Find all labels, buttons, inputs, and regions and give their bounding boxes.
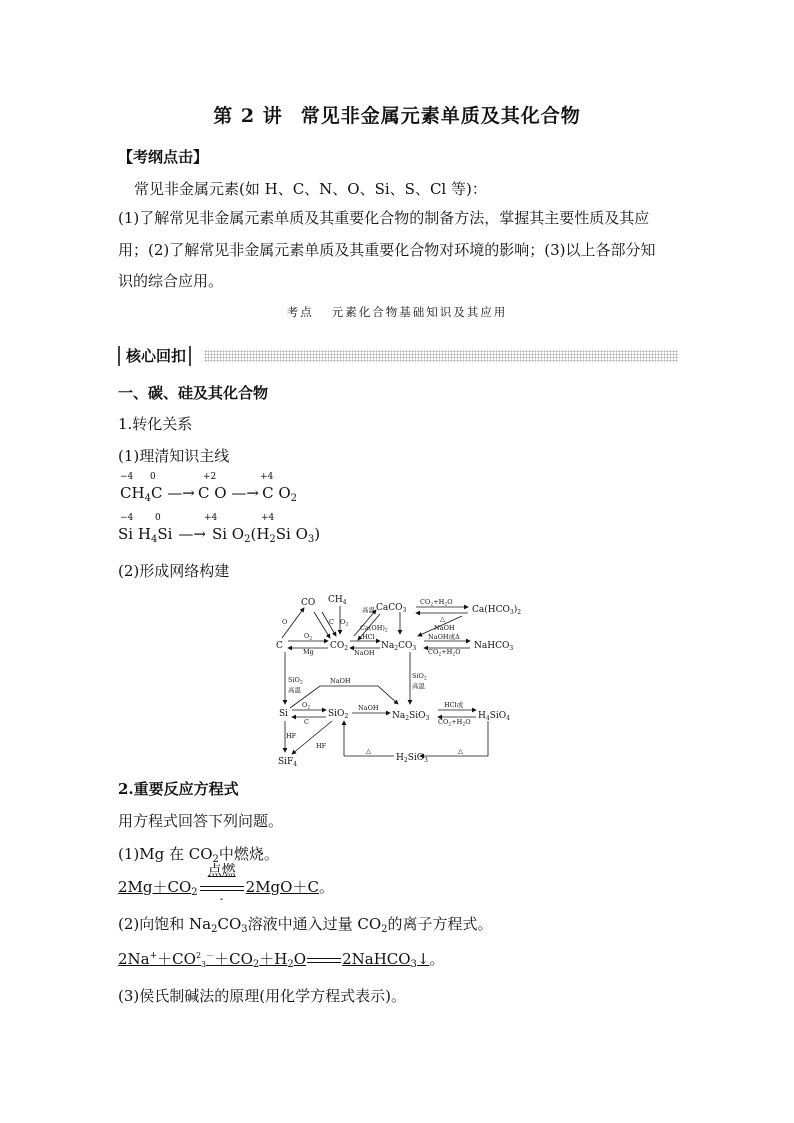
hexin-label: 核心回扣 [118,346,191,366]
ox-h2sio3: +4 [261,513,275,523]
label-naoh-2: NaOH [434,624,455,632]
kaogang-line1: 常见非金属元素(如 H、C、N、O、Si、S、Cl 等)： [134,180,487,198]
label-o2-si: $O_2$ [302,701,311,711]
label-sio2: SiO$_2$ [288,676,303,686]
ox-si: 0 [155,513,161,523]
node-nahco3: NaHCO$_3$ [474,641,514,652]
part1-heading: 一、碳、硅及其化合物 [118,384,269,402]
sub1-heading: 1.转化关系 [118,415,193,433]
kaogang-line2: (1)了解常见非金属元素单质及其重要化合物的制备方法，掌握其主要性质及其应 [118,209,650,227]
label-naoh-3: NaOH [330,677,351,685]
answer-1-right: 2MgO＋C [245,878,319,896]
answer-1-left: $2Mg+CO_2$ [118,878,198,898]
ox-sih4: −4 [120,513,134,523]
label-c-si: C [304,718,309,726]
label-co2h2o-1: $CO_2+H_2O$ [420,598,453,608]
node-c: C [276,641,283,651]
answer-1: $2Mg+CO_2$ 点燃 - 2MgO＋C。 [118,863,334,905]
label-sio2-2: SiO$_2$ [412,672,427,682]
label-c: C [329,618,334,626]
ox-ch4: −4 [120,472,134,482]
label-delta-3: △ [458,747,463,755]
kaogang-line3: 用；(2)了解常见非金属元素单质及其重要化合物对环境的影响；(3)以上各部分知 [118,241,656,259]
mainline-c-formula: $CH_4C$ —→ C O —→ C $O_2$ [120,484,298,504]
hexin-dots [204,350,678,362]
sub2-heading: 2.重要反应方程式 [118,780,239,798]
svg-text:O: O [282,618,288,626]
hexin-bar [118,346,678,366]
node-h4sio4: $H_4SiO_4$ [478,711,510,722]
ox-co2: +4 [260,472,274,482]
ox-co: +2 [203,472,217,482]
label-mg: Mg [303,648,314,656]
label-hcl-or: HCl或 [444,701,464,709]
node-cahco3: $Ca(HCO_3)_2$ [472,605,522,616]
label-delta-2: △ [366,747,371,755]
node-h2sio3: $H_2SiO_3$ [396,753,428,764]
label-caoh2: $Ca(OH)_2$ [360,624,388,634]
node-na2sio3: $Na_2SiO_3$ [392,711,430,722]
conversion-network-diagram [268,590,538,770]
answer-2: $2Na^++CO^2_3^-+CO_2+H_2O$ 2NaHCO$_3$↓。 [118,950,445,970]
mainline-silicon [118,513,418,549]
node-sif4: SiF$_4$ [278,757,298,768]
kaogang-heading: 【考纲点击】 [118,148,209,166]
node-caco3: CaCO$_3$ [376,603,407,614]
label-naoh-or: NaOH或Δ [428,633,460,641]
sub1-item2: (2)形成网络构建 [118,562,230,580]
label-delta-1: △ [440,615,445,623]
label-co2h2o-2: $CO_2+H_2O$ [428,648,461,658]
question-2: (2)向饱和 $Na_2CO_3$溶液中通入过量 $CO_2$的离子方程式。 [118,915,493,935]
ox-c: 0 [150,472,156,482]
ox-sio2: +4 [204,513,218,523]
node-na2co3: $Na_2CO_3$ [381,641,417,652]
node-sio2: SiO$_2$ [328,709,349,720]
question-1: (1)Mg 在 $CO_2$中燃烧。 [118,845,279,865]
label-naoh-1: NaOH [354,649,375,657]
node-ch4: $CH_4$ [328,595,347,606]
diagram-labels [282,598,471,755]
label-gaowen: 高温 [362,606,375,614]
mainline-carbon [118,472,418,508]
label-o2-ch4: $O_2$ [340,618,349,628]
answer-1-condition: 点燃 - [200,878,244,896]
label-hf-1: HF [286,732,297,740]
label-hf-2: HF [316,742,327,750]
label-co2h2o-3: $CO_2+H_2O$ [438,718,471,728]
kaogang-line4: 识的综合应用。 [118,272,224,290]
label-naoh-4: NaOH [358,704,379,712]
label-gaowen-3: 高温 [412,682,425,690]
question-3: (3)侯氏制碱法的原理(用化学方程式表示)。 [118,987,406,1005]
page-title: 第 2 讲 常见非金属元素单质及其化合物 [213,105,581,127]
section-title: 考点 元素化合物基础知识及其应用 [286,305,508,319]
label-gaowen-2: 高温 [288,686,301,694]
diagram-nodes [276,595,521,768]
sub1-item1: (1)理清知识主线 [118,447,230,465]
node-co: CO [301,598,316,608]
node-si: Si [279,709,289,719]
sub2-intro: 用方程式回答下列问题。 [118,812,284,830]
label-o2-c-co2: $O_2$ [304,632,313,642]
label-hcl: HCl [362,633,375,641]
node-co2: $CO_2$ [330,641,349,652]
mainline-si-formula: Si $H_4Si$ —→ Si $O_2(H_2Si$ $O_3$) [118,525,321,545]
